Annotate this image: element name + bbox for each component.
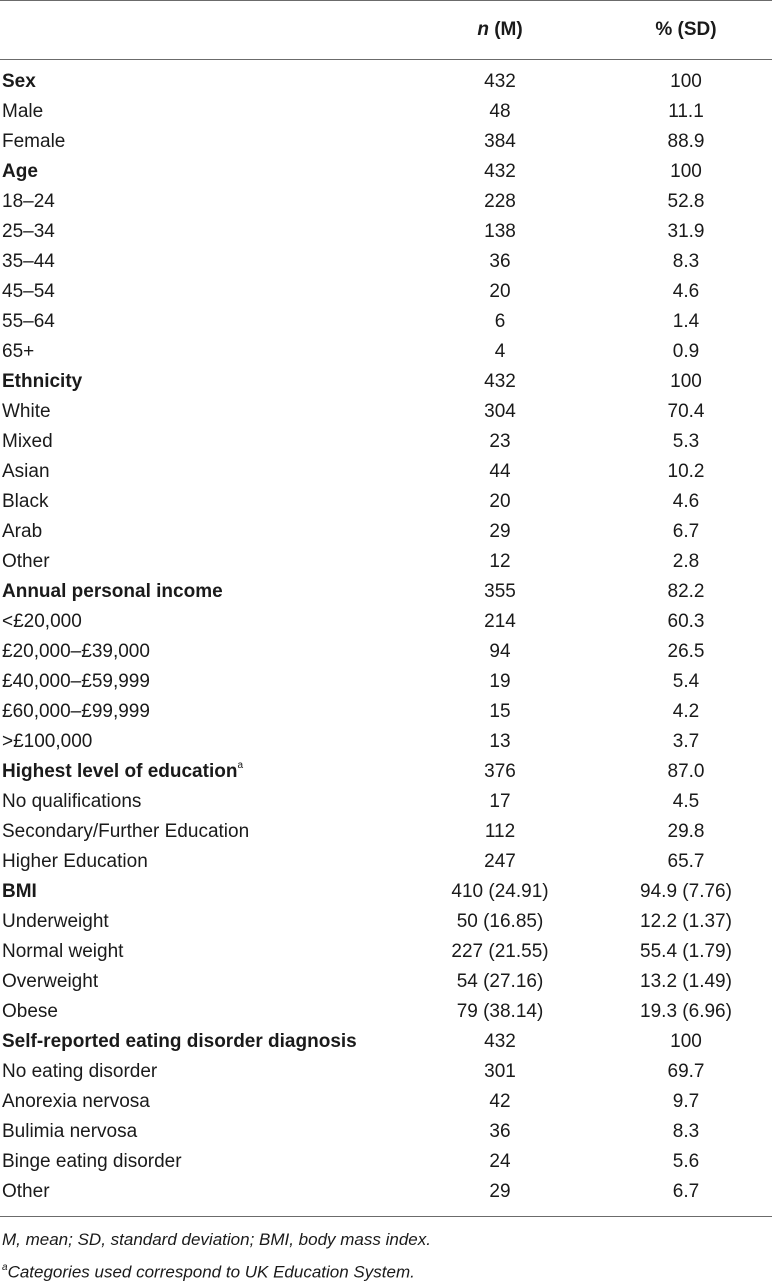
row-label <box>0 1151 400 1173</box>
table-section-row <box>0 67 772 97</box>
row-label-text: Anorexia nervosa <box>2 1091 150 1112</box>
row-n-value: 6 <box>494 311 506 332</box>
table-row <box>0 187 772 217</box>
table-row <box>0 1057 772 1087</box>
footnote-text: Categories used correspond to UK Education System. <box>7 1262 415 1282</box>
row-pct-value: 100 <box>670 371 702 392</box>
row-label <box>0 311 400 333</box>
row-label-text: £20,000–£39,000 <box>2 641 150 662</box>
row-n-value: 29 <box>489 521 511 542</box>
row-label-text: 55–64 <box>2 311 55 332</box>
abbreviations-note: M, mean; SD, standard deviation; BMI, body mass index. <box>2 1230 431 1249</box>
table-section-row <box>0 757 772 787</box>
table-body <box>0 60 772 1216</box>
table-header <box>0 1 772 59</box>
table-row <box>0 457 772 487</box>
row-label <box>0 581 400 603</box>
row-label-text: >£100,000 <box>2 731 93 752</box>
table-row <box>0 607 772 637</box>
row-pct-value: 6.7 <box>672 521 700 542</box>
table-row <box>0 397 772 427</box>
row-n-value: 432 <box>484 1031 516 1052</box>
table-row <box>0 487 772 517</box>
table-section-row <box>0 157 772 187</box>
row-pct-value: 13.2 (1.49) <box>640 971 732 992</box>
row-n-value: 23 <box>489 431 511 452</box>
row-n-value: 94 <box>489 641 511 662</box>
row-pct-value: 100 <box>670 1031 702 1052</box>
row-label-text: Female <box>2 131 66 152</box>
row-label <box>0 1031 400 1053</box>
row-label-text: Ethnicity <box>2 371 83 392</box>
row-label-text: Annual personal income <box>2 581 223 602</box>
row-n-value: 17 <box>489 791 511 812</box>
table-row <box>0 1117 772 1147</box>
row-pct-value: 2.8 <box>672 551 700 572</box>
table-row <box>0 1147 772 1177</box>
table-row <box>0 127 772 157</box>
row-n-value: 4 <box>494 341 506 362</box>
row-n-value: 432 <box>484 371 516 392</box>
row-label <box>0 671 400 693</box>
row-pct-value: 70.4 <box>667 401 705 422</box>
row-n-value: 247 <box>484 851 516 872</box>
row-label-text: 18–24 <box>2 191 55 212</box>
row-label-text: Binge eating disorder <box>2 1151 182 1172</box>
row-n-value: 432 <box>484 161 516 182</box>
table-row <box>0 787 772 817</box>
row-n-value: 304 <box>484 401 516 422</box>
row-label <box>0 1181 400 1203</box>
row-pct-value: 4.2 <box>672 701 700 722</box>
row-n-value: 36 <box>489 1121 511 1142</box>
row-n-value: 19 <box>489 671 511 692</box>
table-row <box>0 967 772 997</box>
table-row <box>0 847 772 877</box>
row-label <box>0 971 400 993</box>
table-row <box>0 697 772 727</box>
row-label-text: No eating disorder <box>2 1061 158 1082</box>
row-pct-value: 19.3 (6.96) <box>640 1001 732 1022</box>
table-row <box>0 547 772 577</box>
row-label <box>0 191 400 213</box>
row-label <box>0 371 400 393</box>
row-label-text: BMI <box>2 881 37 902</box>
row-n-value: 50 (16.85) <box>456 911 544 932</box>
row-pct-value: 11.1 <box>668 101 704 122</box>
row-n-value: 20 <box>489 281 511 302</box>
table-row <box>0 937 772 967</box>
row-n-value: 228 <box>484 191 516 212</box>
row-pct-value: 65.7 <box>667 851 705 872</box>
header-pct-cell: % (SD) <box>655 19 717 40</box>
table-row <box>0 817 772 847</box>
table-row <box>0 637 772 667</box>
row-label-text: 35–44 <box>2 251 55 272</box>
table-row <box>0 997 772 1027</box>
row-pct-value: 82.2 <box>667 581 705 602</box>
row-label <box>0 281 400 303</box>
row-pct-value: 8.3 <box>672 1121 700 1142</box>
table-row <box>0 217 772 247</box>
header-n-italic: n <box>477 19 489 40</box>
row-label <box>0 251 400 273</box>
row-label-text: <£20,000 <box>2 611 82 632</box>
row-label-text: Obese <box>2 1001 58 1022</box>
table-row <box>0 727 772 757</box>
table-section-row <box>0 577 772 607</box>
row-label-text: Highest level of education <box>2 761 238 782</box>
table-row <box>0 1177 772 1207</box>
row-label-text: 45–54 <box>2 281 55 302</box>
row-label-text: Other <box>2 551 50 572</box>
row-label <box>0 821 400 843</box>
table-row <box>0 97 772 127</box>
row-label-text: Self-reported eating disorder diagnosis <box>2 1031 357 1052</box>
row-label-text: Asian <box>2 461 50 482</box>
row-n-value: 42 <box>489 1091 511 1112</box>
row-n-value: 54 (27.16) <box>456 971 544 992</box>
row-pct-value: 4.6 <box>672 281 700 302</box>
row-pct-value: 8.3 <box>672 251 700 272</box>
row-n-value: 138 <box>484 221 516 242</box>
row-n-value: 355 <box>484 581 516 602</box>
row-n-value: 48 <box>489 101 511 122</box>
row-label-text: Normal weight <box>2 941 124 962</box>
row-label <box>0 611 400 633</box>
header-n-cell <box>400 19 600 41</box>
row-label <box>0 1061 400 1083</box>
row-pct-value: 5.4 <box>672 671 700 692</box>
row-pct-value: 9.7 <box>672 1091 700 1112</box>
row-label-text: Age <box>2 161 38 182</box>
row-pct-value: 87.0 <box>667 761 705 782</box>
row-n-value: 384 <box>484 131 516 152</box>
row-label-text: 25–34 <box>2 221 55 242</box>
table-row <box>0 517 772 547</box>
row-label <box>0 341 400 363</box>
row-label-text: Mixed <box>2 431 53 452</box>
row-label <box>0 1091 400 1113</box>
table-row <box>0 1087 772 1117</box>
row-label <box>0 551 400 573</box>
row-label <box>0 71 400 93</box>
row-label <box>0 521 400 543</box>
row-label-text: Other <box>2 1181 50 1202</box>
row-pct-value: 0.9 <box>672 341 700 362</box>
row-n-value: 24 <box>489 1151 511 1172</box>
row-n-value: 29 <box>489 1181 511 1202</box>
table-section-row <box>0 1027 772 1057</box>
row-label <box>0 761 400 783</box>
row-n-value: 36 <box>489 251 511 272</box>
row-n-value: 20 <box>489 491 511 512</box>
row-pct-value: 29.8 <box>667 821 705 842</box>
row-label <box>0 701 400 723</box>
table-row <box>0 247 772 277</box>
row-label-text: No qualifications <box>2 791 142 812</box>
footnote-marker: a <box>237 759 243 771</box>
table-row <box>0 907 772 937</box>
row-n-value: 301 <box>484 1061 516 1082</box>
row-n-value: 44 <box>489 461 511 482</box>
row-pct-value: 60.3 <box>667 611 705 632</box>
row-label-text: 65+ <box>2 341 35 362</box>
row-label-text: Bulimia nervosa <box>2 1121 138 1142</box>
row-label-text: Male <box>2 101 44 122</box>
row-pct-value: 26.5 <box>667 641 705 662</box>
row-pct-value: 5.3 <box>672 431 700 452</box>
row-label <box>0 1121 400 1143</box>
row-label-text: Black <box>2 491 49 512</box>
row-label <box>0 131 400 153</box>
row-label-text: £40,000–£59,999 <box>2 671 150 692</box>
header-n-rest: (M) <box>488 19 523 40</box>
row-n-value: 214 <box>484 611 516 632</box>
row-pct-value: 52.8 <box>667 191 705 212</box>
row-label <box>0 731 400 753</box>
row-label <box>0 491 400 513</box>
row-label <box>0 221 400 243</box>
row-pct-value: 31.9 <box>667 221 705 242</box>
row-n-value: 79 (38.14) <box>456 1001 544 1022</box>
row-pct-value: 6.7 <box>672 1181 700 1202</box>
row-pct-value: 10.2 <box>667 461 705 482</box>
table-section-row <box>0 877 772 907</box>
row-label <box>0 401 400 423</box>
row-n-value: 432 <box>484 71 516 92</box>
table-section-row <box>0 367 772 397</box>
row-label-text: £60,000–£99,999 <box>2 701 150 722</box>
row-label-text: Higher Education <box>2 851 148 872</box>
row-pct-value: 88.9 <box>667 131 705 152</box>
row-n-value: 410 (24.91) <box>451 881 549 902</box>
row-label <box>0 461 400 483</box>
row-n-value: 13 <box>489 731 511 752</box>
row-label-text: White <box>2 401 51 422</box>
row-label-text: Sex <box>2 71 36 92</box>
row-pct-value: 3.7 <box>672 731 700 752</box>
table-row <box>0 667 772 697</box>
row-label-text: Secondary/Further Education <box>2 821 250 842</box>
row-label <box>0 851 400 873</box>
row-label-text: Overweight <box>2 971 99 992</box>
row-pct-value: 4.5 <box>672 791 700 812</box>
row-label <box>0 1001 400 1023</box>
row-label <box>0 101 400 123</box>
row-label <box>0 161 400 183</box>
table-row <box>0 307 772 337</box>
row-label <box>0 431 400 453</box>
row-label-text: Underweight <box>2 911 109 932</box>
row-label-text: Arab <box>2 521 43 542</box>
row-pct-value: 4.6 <box>672 491 700 512</box>
table-row <box>0 337 772 367</box>
row-n-value: 12 <box>489 551 511 572</box>
row-n-value: 227 (21.55) <box>451 941 549 962</box>
row-n-value: 112 <box>484 821 516 842</box>
row-pct-value: 5.6 <box>672 1151 700 1172</box>
row-pct-value: 69.7 <box>667 1061 705 1082</box>
row-label <box>0 641 400 663</box>
footnote-marker: a <box>2 1262 8 1273</box>
row-pct-value: 12.2 (1.37) <box>640 911 732 932</box>
row-label <box>0 881 400 903</box>
row-pct-value: 100 <box>670 161 702 182</box>
row-label <box>0 941 400 963</box>
row-pct-value: 1.4 <box>672 311 700 332</box>
row-pct-value: 94.9 (7.76) <box>640 881 732 902</box>
row-n-value: 376 <box>484 761 516 782</box>
row-label <box>0 791 400 813</box>
table-row <box>0 427 772 457</box>
row-n-value: 15 <box>489 701 511 722</box>
row-label <box>0 911 400 933</box>
table-row <box>0 277 772 307</box>
row-pct-value: 100 <box>670 71 702 92</box>
row-pct-value: 55.4 (1.79) <box>640 941 732 962</box>
table-notes <box>0 1217 772 1287</box>
